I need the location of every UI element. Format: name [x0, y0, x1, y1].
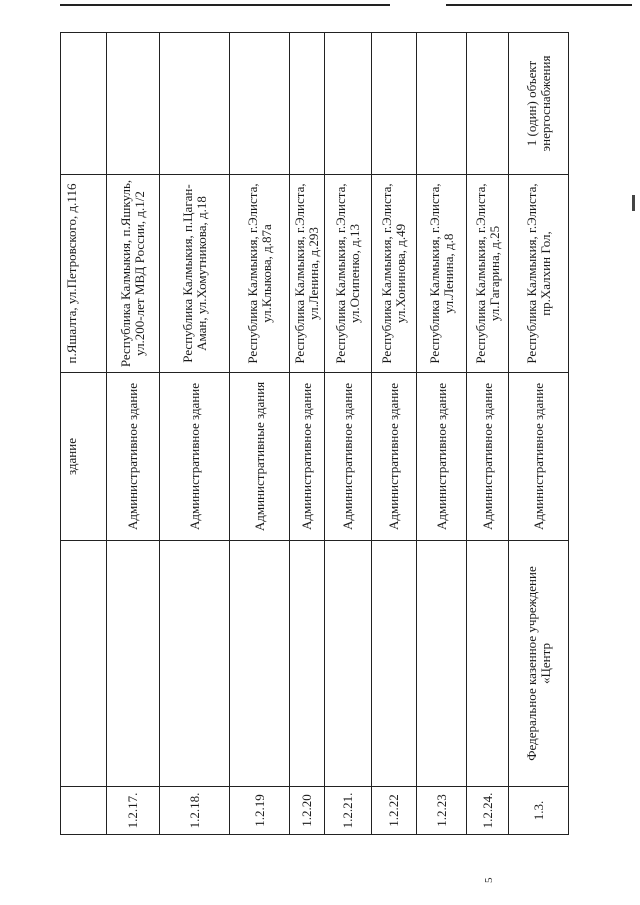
organization-cell: Федеральное казенное учреждение «Центр — [509, 541, 569, 787]
row-number-cell: 1.2.24. — [467, 787, 509, 835]
row-number-cell: 1.2.18. — [160, 787, 230, 835]
address-cell: п.Яшалта, ул.Петровского, д.116 — [61, 175, 107, 373]
top-border-line-right — [446, 4, 632, 6]
object-type-cell: Административное здание — [290, 373, 325, 541]
address-cell: Республика Калмыкия, г.Элиста, ул.Ленина, д.293 — [290, 175, 325, 373]
note-cell: 1 (один) объект энергоснабжения — [509, 33, 569, 175]
organization-cell — [290, 541, 325, 787]
note-cell — [230, 33, 290, 175]
organization-cell — [467, 541, 509, 787]
table-row — [417, 33, 467, 835]
organization-cell — [417, 541, 467, 787]
row-number-cell: 1.2.19 — [230, 787, 290, 835]
object-type-cell: Административное здание — [372, 373, 417, 541]
object-type-cell: здание — [61, 373, 107, 541]
page-number: 5 — [483, 877, 495, 883]
address-cell: Республика Калмыкия, п.Цаган-Аман, ул.Хомутникова, д.18 — [160, 175, 230, 373]
note-cell — [61, 33, 107, 175]
row-number-cell: 1.2.23 — [417, 787, 467, 835]
object-type-cell: Административное здание — [107, 373, 160, 541]
table-row — [509, 33, 569, 835]
note-cell — [325, 33, 372, 175]
note-cell — [107, 33, 160, 175]
table-row — [372, 33, 417, 835]
object-type-cell: Административное здание — [509, 373, 569, 541]
note-cell — [467, 33, 509, 175]
table-row — [325, 33, 372, 835]
note-cell — [160, 33, 230, 175]
row-number-cell: 1.2.22 — [372, 787, 417, 835]
table-row — [107, 33, 160, 835]
organization-cell — [230, 541, 290, 787]
address-cell: Республика Калмыкия, г.Элиста, ул.Осипенко, д.13 — [325, 175, 372, 373]
table-row — [290, 33, 325, 835]
note-cell — [372, 33, 417, 175]
organization-cell — [61, 541, 107, 787]
address-cell: Республика Калмыкия, г.Элиста, ул.Хонинова, д.49 — [372, 175, 417, 373]
note-cell — [290, 33, 325, 175]
address-cell: Республика Калмыкия, г.Элиста, ул.Клыкова, д.87а — [230, 175, 290, 373]
organization-cell — [107, 541, 160, 787]
table-row — [160, 33, 230, 835]
note-cell — [417, 33, 467, 175]
table-row — [61, 33, 107, 835]
row-number-cell: 1.3. — [509, 787, 569, 835]
scan-edge-mark — [632, 195, 635, 211]
address-cell: Республика Калмыкия, п.Яшкуль, ул.200-лет МВД России, д.1/2 — [107, 175, 160, 373]
object-type-cell: Административные здания — [230, 373, 290, 541]
objects-table — [60, 32, 569, 835]
row-number-cell: 1.2.17. — [107, 787, 160, 835]
address-cell: Республика Калмыкия, г.Элиста, ул.Гагарина, д.25 — [467, 175, 509, 373]
object-type-cell: Административное здание — [467, 373, 509, 541]
address-cell: Республика Калмыкия, г.Элиста, пр.Халхин Гол, — [509, 175, 569, 373]
organization-cell — [325, 541, 372, 787]
address-cell: Республика Калмыкия, г.Элиста, ул.Ленина, д.8 — [417, 175, 467, 373]
rotated-table-container — [60, 33, 568, 883]
top-border-line — [60, 4, 390, 6]
row-number-cell: 1.2.20 — [290, 787, 325, 835]
object-type-cell: Административное здание — [417, 373, 467, 541]
object-type-cell: Административное здание — [160, 373, 230, 541]
organization-cell — [372, 541, 417, 787]
object-type-cell: Административное здание — [325, 373, 372, 541]
row-number-cell: 1.2.21. — [325, 787, 372, 835]
organization-cell — [160, 541, 230, 787]
table-row — [467, 33, 509, 835]
row-number-cell — [61, 787, 107, 835]
table-row — [230, 33, 290, 835]
